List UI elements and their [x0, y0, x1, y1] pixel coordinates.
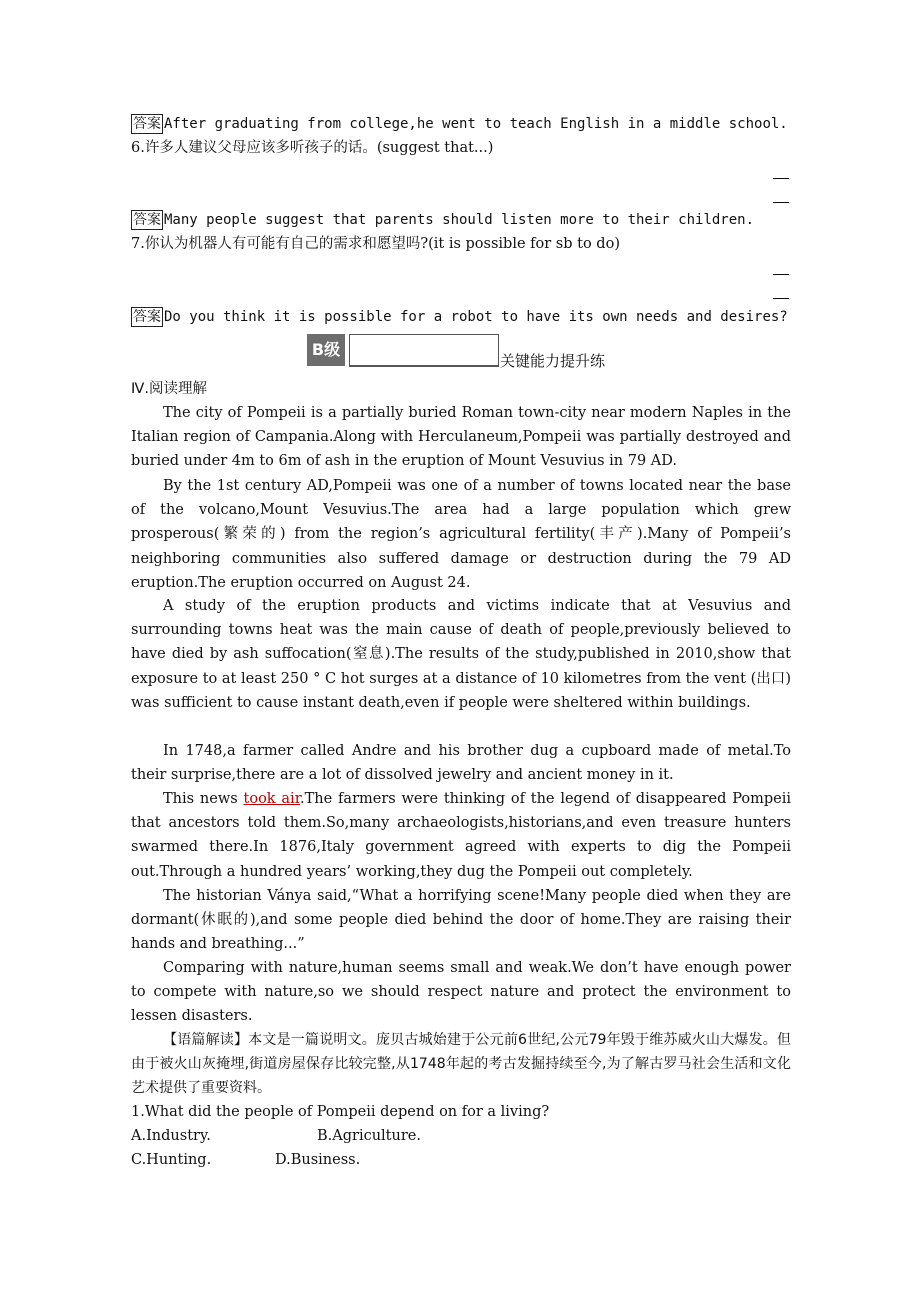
answer-tag: 答案: [133, 309, 161, 325]
answer-tag: 答案: [133, 116, 161, 132]
answer-line-6: [131, 210, 754, 230]
passage-analysis: 【语篇解读】本文是一篇说明文。庞贝古城始建于公元前6世纪,公元79年毁于维苏威火山大爆发。但由于被火山灰掩埋,街道房屋保存比较完整,从1748年起的考古发掘持续至今,为了解古罗马社会生活和文化艺术提供了重要资料。: [131, 1032, 791, 1097]
passage-paragraph-1: The city of Pompeii is a partially buried Roman town-city near modern Naples in the Italian region of Campania.Along with Herculaneum,Pompeii was partially destroyed and buried under 4m to 6m of ash in the eruption of Mount Vesuvius in 79 AD.: [131, 405, 791, 470]
passage-paragraph-5: [131, 787, 791, 884]
answer-line-7: [131, 307, 788, 327]
question-7: 7.你认为机器人有可能有自己的需求和愿望吗?(it is possible for sb to do): [131, 236, 620, 252]
option-c: C.Hunting.: [131, 1152, 212, 1168]
answer-text: Do you think it is possible for a robot to have its own needs and desires?: [164, 309, 788, 325]
section-title: 关键能力提升练: [500, 352, 606, 370]
answer-blank: [773, 178, 789, 179]
passage-paragraph-7: Comparing with nature,human seems small and weak.We don’t have enough power to compete with nature,so we should respect nature and protect the environment to lessen disasters.: [131, 960, 791, 1025]
option-a: A.Industry.: [131, 1128, 211, 1144]
answer-tag: 答案: [133, 212, 161, 228]
level-box: [349, 334, 499, 367]
answer-blank: [773, 298, 789, 299]
passage-paragraph-4: In 1748,a farmer called Andre and his brother dug a cupboard made of metal.To their surprise,there are a lot of dissolved jewelry and ancient money in it.: [131, 743, 791, 784]
passage-paragraph-6: The historian Ványa said,“What a horrifying scene!Many people died when they are dormant(休眠的),and some people died behind the door of home.They are raising their hands and breathing...”: [131, 888, 791, 953]
part-heading: Ⅳ.阅读理解: [131, 381, 207, 397]
p5-text-start: This news: [163, 791, 244, 807]
answer-blank: [773, 202, 789, 203]
option-d: D.Business.: [275, 1152, 361, 1168]
passage-paragraph-3: A study of the eruption products and victims indicate that at Vesuvius and surrounding towns heat was the main cause of death of people,previously believed to have died by ash suffocation(窒息).The results of the study,published in 2010,show that exposure to at least 250 ° C hot surges at a distance of 10 kilometres from the vent (出口) was sufficient to cause instant death,even if people were sheltered within buildings.: [131, 598, 791, 711]
answer-text: Many people suggest that parents should listen more to their children.: [164, 212, 755, 228]
question-6: 6.许多人建议父母应该多听孩子的话。(suggest that...): [131, 140, 494, 156]
highlighted-phrase: took air: [243, 791, 301, 807]
question-1-stem: 1.What did the people of Pompeii depend on for a living?: [131, 1104, 550, 1120]
passage-paragraph-2: By the 1st century AD,Pompeii was one of a number of towns located near the base of the volcano,Mount Vesuvius.The area had a large population which grew prosperous(繁荣的) from the region’s agricultural fertility(丰产).Many of Pompeii’s neighboring communities also suffered damage or destruction during the 79 AD eruption.The eruption occurred on August 24.: [131, 478, 791, 591]
answer-blank: [773, 274, 789, 275]
level-badge: B级: [307, 334, 345, 366]
answer-line-5: [131, 114, 788, 134]
answer-text: After graduating from college,he went to teach English in a middle school.: [164, 116, 788, 132]
p5-text-end: .The farmers were thinking of the legend of disappeared Pompeii that ancestors told them.So,many archaeologists,historians,and even treasure hunters swarmed there.In 1876,Italy government agreed with experts to dig the Pompeii out.Through a hundred years’ working,they dug the Pompeii out completely.: [131, 791, 791, 880]
option-b: B.Agriculture.: [317, 1128, 421, 1144]
